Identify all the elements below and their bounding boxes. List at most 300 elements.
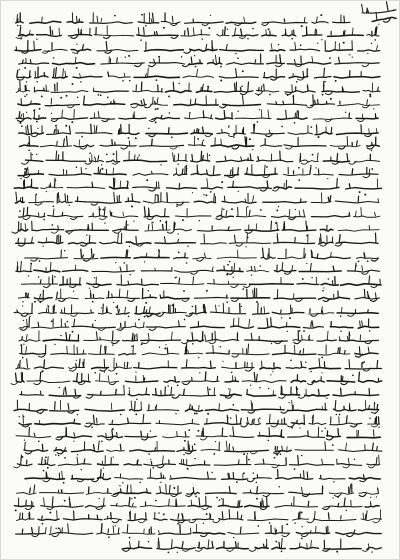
ink-stroke bbox=[377, 447, 378, 451]
ink-dot bbox=[205, 194, 207, 196]
ink-dot bbox=[237, 57, 239, 59]
ink-stroke bbox=[289, 76, 308, 78]
ink-dot bbox=[76, 67, 78, 69]
ink-dot bbox=[22, 301, 23, 302]
ink-stroke bbox=[347, 154, 348, 161]
ink-stroke bbox=[229, 473, 230, 478]
ink-stroke bbox=[221, 139, 222, 145]
ink-dot bbox=[163, 27, 165, 29]
ink-stroke bbox=[191, 57, 192, 63]
ink-stroke bbox=[121, 125, 122, 133]
ink-dot bbox=[49, 512, 51, 514]
ink-stroke bbox=[266, 30, 267, 35]
ink-dot bbox=[215, 441, 216, 442]
ink-stroke bbox=[263, 544, 264, 548]
ink-stroke bbox=[65, 71, 66, 77]
ink-dot bbox=[301, 512, 303, 514]
ink-dot bbox=[131, 498, 132, 499]
ink-stroke bbox=[277, 447, 278, 451]
ink-stroke bbox=[299, 271, 341, 272]
ink-stroke bbox=[112, 430, 113, 436]
ink-dot bbox=[253, 472, 254, 473]
ink-stroke bbox=[103, 304, 104, 313]
ink-dot bbox=[20, 178, 21, 179]
ink-stroke bbox=[298, 513, 299, 519]
ink-stroke bbox=[117, 58, 118, 63]
ink-dot bbox=[76, 360, 77, 361]
ink-dot bbox=[165, 344, 166, 345]
ink-dot bbox=[51, 224, 53, 226]
ink-stroke bbox=[100, 469, 101, 478]
ink-stroke bbox=[56, 151, 57, 161]
ink-stroke bbox=[54, 305, 55, 313]
ink-dot bbox=[176, 205, 178, 207]
ink-dot bbox=[182, 219, 184, 221]
ink-dot bbox=[68, 233, 69, 234]
ink-stroke bbox=[356, 118, 378, 119]
ink-dot bbox=[336, 414, 337, 415]
ink-dot bbox=[288, 402, 289, 403]
ink-dot bbox=[312, 154, 314, 156]
ink-dot bbox=[373, 108, 374, 109]
ink-dot bbox=[315, 167, 316, 168]
ink-dot bbox=[369, 94, 371, 96]
ink-stroke bbox=[337, 154, 338, 161]
ink-dot bbox=[370, 497, 371, 498]
ink-stroke bbox=[204, 234, 205, 242]
ink-stroke bbox=[56, 447, 57, 450]
ink-dot bbox=[303, 330, 305, 332]
ink-dot bbox=[145, 302, 147, 304]
ink-dot bbox=[241, 306, 242, 307]
ink-stroke bbox=[361, 208, 362, 216]
ink-stroke bbox=[359, 347, 360, 354]
ink-stroke bbox=[185, 432, 186, 437]
ink-stroke bbox=[106, 433, 107, 436]
ink-stroke bbox=[75, 57, 76, 63]
ink-dot bbox=[94, 372, 96, 374]
ink-dot bbox=[173, 487, 175, 489]
ink-stroke bbox=[238, 501, 239, 506]
ink-dot bbox=[227, 29, 228, 30]
ink-dot bbox=[231, 372, 233, 374]
ink-dot bbox=[294, 522, 295, 523]
ink-stroke bbox=[337, 313, 378, 314]
ink-stroke bbox=[84, 96, 85, 104]
ink-stroke bbox=[108, 72, 109, 77]
ink-stroke bbox=[137, 460, 138, 464]
ink-stroke bbox=[166, 484, 167, 493]
ink-stroke bbox=[104, 498, 105, 506]
ink-stroke bbox=[123, 341, 138, 342]
ink-dot bbox=[281, 126, 283, 128]
ink-dot bbox=[125, 56, 126, 57]
ink-stroke bbox=[231, 298, 270, 299]
ink-dot bbox=[352, 375, 354, 377]
ink-dot bbox=[116, 373, 118, 375]
ink-dot bbox=[43, 219, 45, 221]
ink-dot bbox=[321, 430, 322, 431]
ink-dot bbox=[104, 371, 105, 372]
ink-dot bbox=[299, 330, 301, 332]
ink-dot bbox=[112, 428, 114, 430]
ink-stroke bbox=[303, 349, 304, 354]
ink-stroke bbox=[34, 41, 35, 50]
ink-stroke bbox=[263, 459, 264, 464]
ink-stroke bbox=[271, 221, 272, 229]
ink-dot bbox=[210, 191, 212, 193]
ink-dot bbox=[36, 39, 37, 40]
ink-dot bbox=[301, 538, 303, 540]
ink-stroke bbox=[377, 404, 378, 409]
ink-dot bbox=[203, 523, 204, 524]
ink-dot bbox=[247, 206, 248, 207]
ink-stroke bbox=[153, 97, 154, 104]
ink-stroke bbox=[182, 169, 183, 174]
ink-stroke bbox=[44, 360, 45, 368]
ink-dot bbox=[99, 498, 100, 499]
ink-stroke bbox=[144, 27, 145, 34]
ink-dot bbox=[175, 413, 176, 414]
ink-stroke bbox=[280, 55, 281, 63]
ink-stroke bbox=[26, 85, 27, 91]
ink-dot bbox=[128, 55, 130, 57]
ink-stroke bbox=[49, 395, 81, 396]
ink-stroke bbox=[57, 292, 58, 298]
ink-stroke bbox=[81, 249, 82, 257]
ink-dot bbox=[305, 362, 306, 363]
ink-dot bbox=[150, 430, 151, 431]
ink-dot bbox=[167, 385, 169, 387]
ink-dot bbox=[135, 413, 137, 415]
ink-stroke bbox=[92, 182, 93, 187]
ink-stroke bbox=[280, 151, 281, 160]
ink-dot bbox=[148, 290, 149, 291]
ink-stroke bbox=[88, 227, 89, 230]
ink-dot bbox=[99, 209, 101, 211]
ink-stroke bbox=[318, 169, 319, 174]
ink-stroke bbox=[169, 485, 170, 493]
ink-stroke bbox=[197, 547, 213, 549]
ink-stroke bbox=[160, 295, 161, 298]
ink-stroke bbox=[286, 110, 287, 118]
ink-dot bbox=[73, 291, 74, 292]
ink-dot bbox=[349, 54, 350, 55]
ink-dot bbox=[186, 168, 187, 169]
ink-dot bbox=[260, 209, 262, 211]
ink-dot bbox=[233, 137, 234, 138]
ink-stroke bbox=[302, 335, 303, 340]
ink-dot bbox=[294, 122, 296, 124]
ink-dot bbox=[220, 346, 222, 348]
ink-dot bbox=[251, 274, 252, 275]
ink-dot bbox=[187, 468, 189, 470]
ink-stroke bbox=[328, 513, 329, 519]
ink-dot bbox=[235, 53, 237, 55]
ink-dot bbox=[210, 15, 211, 16]
ink-dot bbox=[231, 208, 233, 210]
ink-stroke bbox=[91, 249, 92, 258]
ink-dot bbox=[206, 290, 208, 292]
ink-dot bbox=[311, 277, 312, 278]
ink-dot bbox=[226, 274, 228, 276]
ink-stroke bbox=[138, 28, 139, 35]
ink-dot bbox=[243, 472, 245, 474]
ink-dot bbox=[336, 551, 338, 553]
ink-dot bbox=[22, 357, 24, 359]
ink-dot bbox=[65, 125, 67, 127]
ink-dot bbox=[113, 153, 115, 155]
ink-stroke bbox=[58, 130, 59, 133]
ink-stroke bbox=[315, 101, 316, 105]
ink-stroke bbox=[311, 322, 312, 327]
ink-stroke bbox=[222, 512, 223, 519]
ink-dot bbox=[24, 439, 25, 440]
ink-dot bbox=[306, 235, 308, 237]
ink-stroke bbox=[240, 527, 241, 533]
ink-stroke bbox=[198, 129, 199, 133]
ink-stroke bbox=[377, 360, 378, 367]
ink-dot bbox=[367, 53, 368, 54]
ink-dot bbox=[367, 260, 369, 262]
ink-dot bbox=[298, 179, 300, 181]
ink-stroke bbox=[330, 196, 331, 202]
ink-stroke bbox=[350, 406, 351, 410]
ink-dot bbox=[233, 537, 234, 538]
ink-dot bbox=[237, 111, 238, 112]
ink-dot bbox=[245, 246, 246, 247]
ink-dot bbox=[163, 513, 165, 515]
ink-stroke bbox=[236, 542, 237, 548]
ink-dot bbox=[187, 246, 188, 247]
ink-stroke bbox=[360, 321, 361, 327]
ink-stroke bbox=[20, 145, 39, 146]
ink-dot bbox=[322, 487, 324, 489]
ink-stroke bbox=[99, 207, 100, 216]
ink-stroke bbox=[201, 151, 202, 160]
ink-stroke bbox=[210, 361, 211, 367]
ink-dot bbox=[310, 371, 312, 373]
ink-dot bbox=[199, 220, 200, 221]
ink-stroke bbox=[91, 124, 92, 133]
ink-dot bbox=[89, 152, 91, 154]
ink-dot bbox=[76, 44, 77, 45]
ink-stroke bbox=[367, 100, 368, 105]
ink-dot bbox=[119, 485, 120, 486]
ink-dot bbox=[139, 482, 141, 484]
ink-dot bbox=[274, 457, 276, 459]
ink-stroke bbox=[116, 389, 117, 394]
ink-dot bbox=[181, 56, 182, 57]
ink-dot bbox=[134, 497, 136, 499]
ink-dot bbox=[327, 178, 328, 179]
ink-dot bbox=[22, 305, 23, 306]
ink-stroke bbox=[264, 165, 265, 174]
ink-dot bbox=[194, 443, 196, 445]
ink-stroke bbox=[200, 60, 201, 63]
ink-dot bbox=[171, 136, 173, 138]
ink-dot bbox=[322, 290, 324, 292]
ink-dot bbox=[287, 331, 288, 332]
ink-stroke bbox=[307, 472, 308, 478]
ink-stroke bbox=[249, 284, 293, 285]
ink-dot bbox=[160, 482, 161, 483]
ink-dot bbox=[221, 181, 223, 183]
ink-stroke bbox=[235, 377, 236, 381]
ink-stroke bbox=[222, 479, 248, 480]
ink-stroke bbox=[333, 22, 350, 23]
ink-stroke bbox=[202, 86, 203, 92]
ink-stroke bbox=[184, 389, 185, 394]
ink-dot bbox=[123, 262, 125, 264]
ink-dot bbox=[19, 210, 21, 212]
ink-stroke bbox=[101, 524, 102, 533]
ink-stroke bbox=[30, 488, 31, 493]
ink-dot bbox=[59, 387, 60, 388]
ink-stroke bbox=[177, 431, 178, 436]
ink-stroke bbox=[344, 31, 345, 35]
ink-stroke bbox=[75, 389, 76, 394]
ink-stroke bbox=[111, 513, 112, 520]
ink-stroke bbox=[271, 318, 272, 327]
ink-dot bbox=[17, 25, 19, 27]
ink-stroke bbox=[214, 279, 215, 284]
ink-stroke bbox=[16, 533, 46, 534]
ink-dot bbox=[38, 276, 39, 277]
ink-stroke bbox=[257, 487, 258, 493]
ink-stroke bbox=[20, 198, 21, 202]
ink-stroke bbox=[375, 420, 376, 423]
ink-dot bbox=[128, 137, 130, 139]
ink-stroke bbox=[192, 333, 193, 340]
ink-dot bbox=[374, 403, 375, 404]
ink-stroke bbox=[162, 312, 186, 313]
ink-stroke bbox=[21, 372, 22, 381]
ink-dot bbox=[52, 205, 54, 207]
ink-dot bbox=[267, 440, 269, 442]
ink-dot bbox=[202, 38, 203, 39]
ink-dot bbox=[359, 191, 361, 193]
ink-dot bbox=[36, 81, 37, 82]
ink-dot bbox=[197, 430, 199, 432]
ink-stroke bbox=[279, 542, 280, 548]
ink-dot bbox=[257, 525, 259, 527]
ink-dot bbox=[55, 454, 57, 456]
ink-stroke bbox=[258, 157, 259, 161]
ink-dot bbox=[85, 168, 86, 169]
ink-stroke bbox=[335, 401, 336, 410]
ink-stroke bbox=[89, 354, 115, 355]
ink-stroke bbox=[300, 157, 301, 161]
ink-dot bbox=[369, 330, 371, 332]
ink-stroke bbox=[141, 101, 142, 105]
ink-stroke bbox=[199, 405, 200, 409]
ink-stroke bbox=[89, 236, 90, 243]
ink-stroke bbox=[254, 419, 255, 423]
ink-stroke bbox=[159, 530, 160, 533]
ink-dot bbox=[148, 453, 150, 455]
ink-dot bbox=[55, 528, 56, 529]
ink-dot bbox=[148, 541, 150, 543]
ink-stroke bbox=[118, 528, 119, 533]
ink-stroke bbox=[331, 252, 332, 257]
ink-stroke bbox=[197, 129, 198, 133]
ink-dot bbox=[159, 347, 160, 348]
ink-stroke bbox=[278, 420, 279, 423]
ink-stroke bbox=[264, 84, 265, 91]
ink-dot bbox=[218, 305, 219, 306]
ink-dot bbox=[195, 496, 197, 498]
ink-dot bbox=[260, 265, 262, 267]
ink-dot bbox=[77, 454, 78, 455]
ink-dot bbox=[103, 468, 104, 469]
ink-stroke bbox=[132, 194, 133, 202]
ink-dot bbox=[38, 440, 40, 442]
ink-dot bbox=[94, 277, 95, 278]
ink-dot bbox=[291, 38, 293, 40]
ink-dot bbox=[247, 236, 249, 238]
ink-dot bbox=[71, 121, 73, 123]
ink-dot bbox=[322, 94, 324, 96]
ink-dot bbox=[60, 335, 62, 337]
ink-dot bbox=[369, 95, 371, 97]
ink-stroke bbox=[378, 488, 379, 493]
ink-dot bbox=[77, 53, 78, 54]
ink-stroke bbox=[20, 395, 44, 396]
ink-dot bbox=[114, 525, 115, 526]
ink-dot bbox=[33, 110, 35, 112]
ink-stroke bbox=[117, 432, 118, 436]
ink-dot bbox=[26, 81, 27, 82]
ink-stroke bbox=[61, 310, 62, 313]
ink-dot bbox=[340, 315, 342, 317]
ink-dot bbox=[32, 154, 33, 155]
ink-dot bbox=[299, 427, 300, 428]
ink-dot bbox=[41, 371, 42, 372]
ink-stroke bbox=[202, 142, 203, 146]
ink-dot bbox=[135, 371, 136, 372]
ink-dot bbox=[54, 276, 56, 278]
ink-stroke bbox=[222, 129, 223, 133]
ink-stroke bbox=[94, 125, 95, 133]
ink-stroke bbox=[157, 32, 158, 35]
ink-stroke bbox=[152, 139, 153, 145]
ink-stroke bbox=[339, 337, 340, 340]
ink-dot bbox=[28, 275, 29, 276]
ink-dot bbox=[92, 301, 94, 303]
ink-stroke bbox=[211, 115, 212, 118]
ink-dot bbox=[325, 428, 326, 429]
ink-stroke bbox=[194, 297, 228, 298]
ink-dot bbox=[258, 95, 259, 96]
ink-dot bbox=[183, 454, 184, 455]
ink-dot bbox=[194, 413, 196, 415]
ink-stroke bbox=[58, 155, 59, 161]
ink-stroke bbox=[127, 182, 128, 188]
ink-dot bbox=[318, 136, 320, 138]
ink-dot bbox=[64, 457, 66, 459]
ink-stroke bbox=[113, 331, 114, 340]
ink-dot bbox=[236, 481, 238, 483]
ink-stroke bbox=[21, 455, 22, 464]
ink-dot bbox=[146, 179, 148, 181]
ink-stroke bbox=[378, 87, 379, 91]
ink-dot bbox=[192, 343, 194, 345]
ink-stroke bbox=[233, 181, 234, 187]
ink-stroke bbox=[141, 340, 181, 341]
ink-stroke bbox=[85, 298, 104, 299]
ink-dot bbox=[270, 374, 271, 375]
